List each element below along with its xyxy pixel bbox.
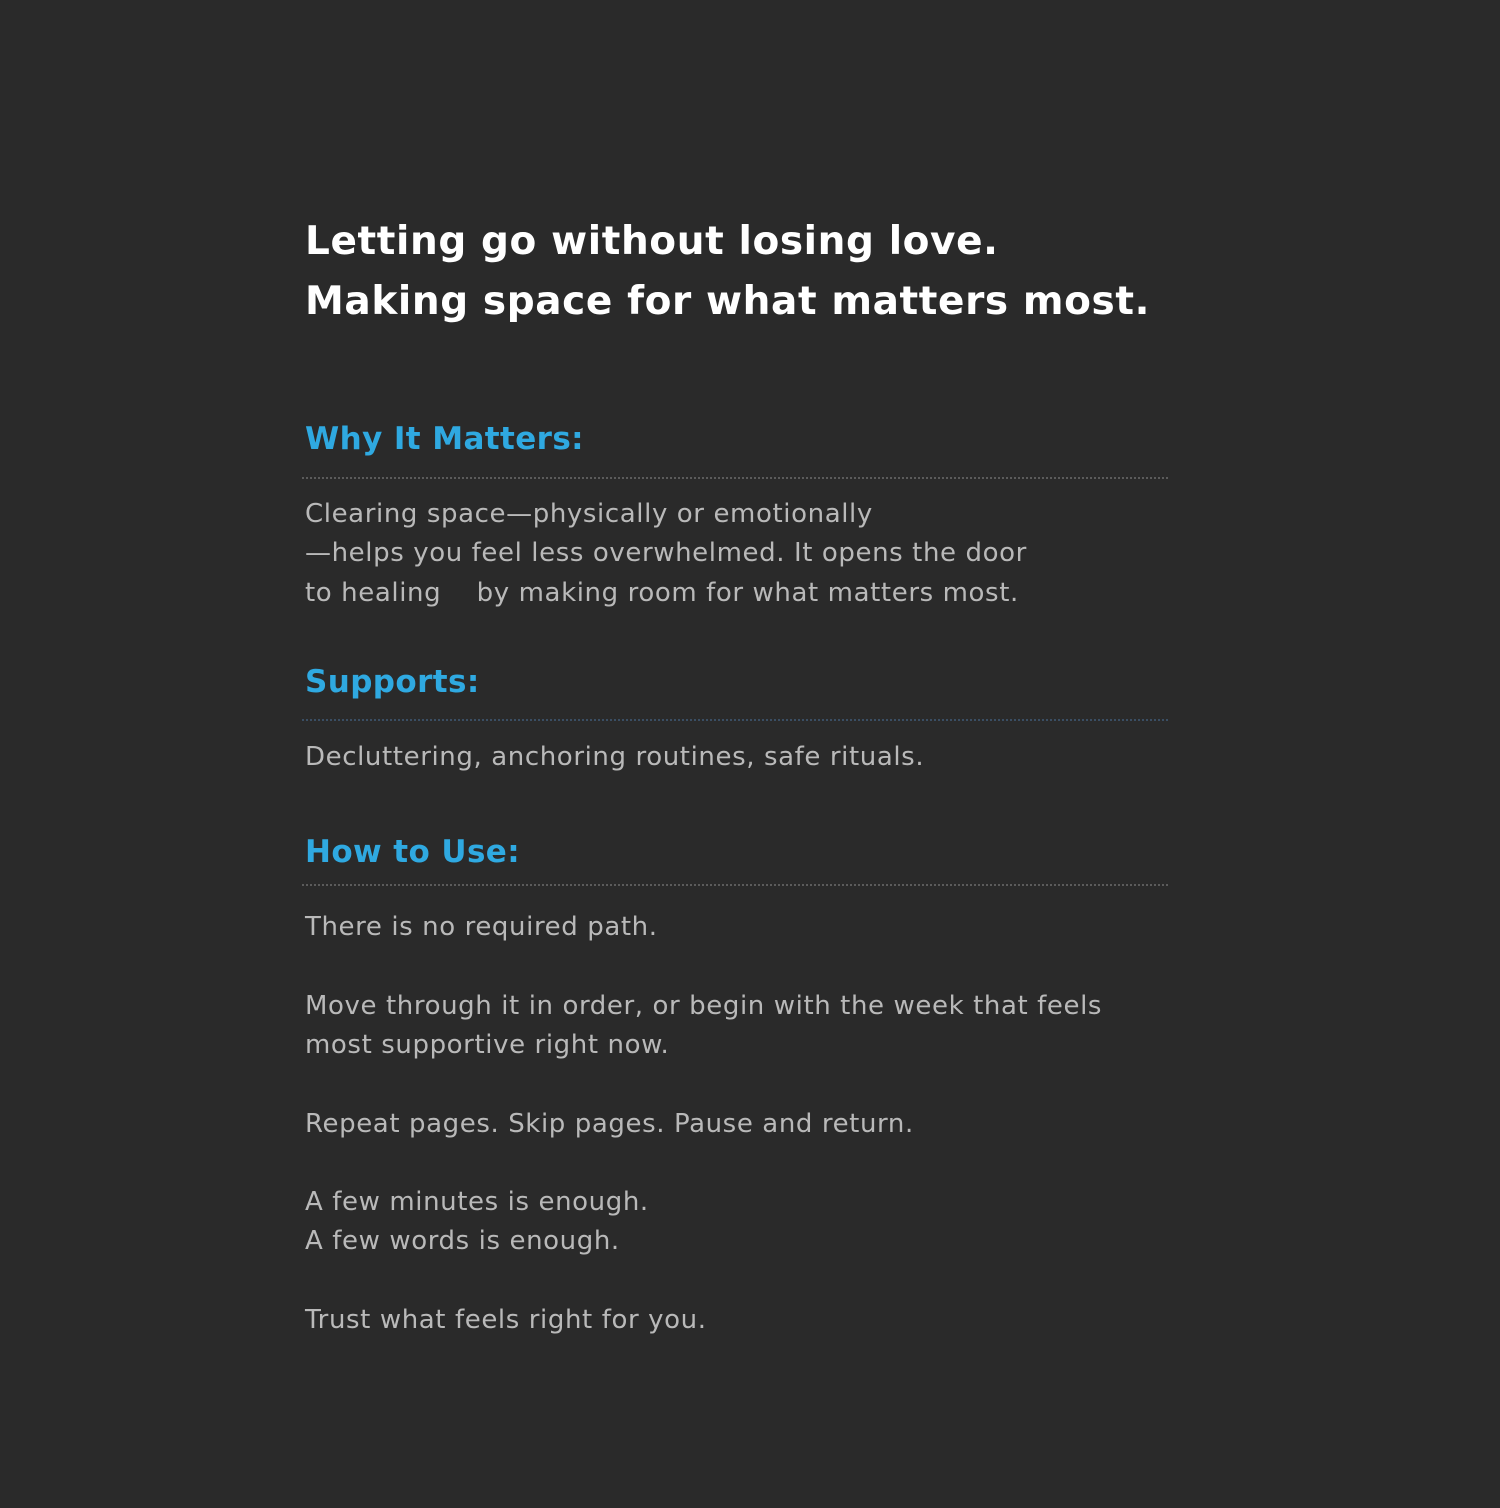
text-line: Clearing space—physically or emotionally [305,499,873,529]
how-to-use-paragraph [305,908,1185,947]
page-title [305,212,1205,332]
why-it-matters-text [305,495,1185,613]
section-divider [302,719,1168,721]
text-line: to healing by making room for what matters most. [305,577,1019,608]
section-heading-how-to-use: How to Use: [305,834,521,870]
section-heading-supports: Supports: [305,664,480,700]
title-line-2: Making space for what matters most. [305,279,1151,324]
section-divider [302,477,1168,479]
how-to-use-paragraph [305,987,1185,1066]
text-line: —helps you feel less overwhelmed. It opens the door [305,538,1027,569]
how-to-use-paragraph [305,1183,1185,1262]
text-line: A few words is enough. [305,1226,620,1257]
text-line: Trust what feels right for you. [305,1305,707,1335]
text-line: most supportive right now. [305,1030,670,1061]
text-line: There is no required path. [305,912,658,942]
text-line: A few minutes is enough. [305,1187,649,1217]
section-heading-why-it-matters: Why It Matters: [305,421,584,457]
text-line: Move through it in order, or begin with the week that feels [305,991,1103,1021]
section-divider [302,884,1168,886]
text-line: Repeat pages. Skip pages. Pause and return. [305,1109,914,1139]
supports-text [305,738,1185,777]
text-line: Decluttering, anchoring routines, safe rituals. [305,742,925,772]
how-to-use-paragraph [305,1105,1185,1144]
how-to-use-paragraph [305,1301,1185,1340]
title-line-1: Letting go without losing love. [305,219,999,264]
